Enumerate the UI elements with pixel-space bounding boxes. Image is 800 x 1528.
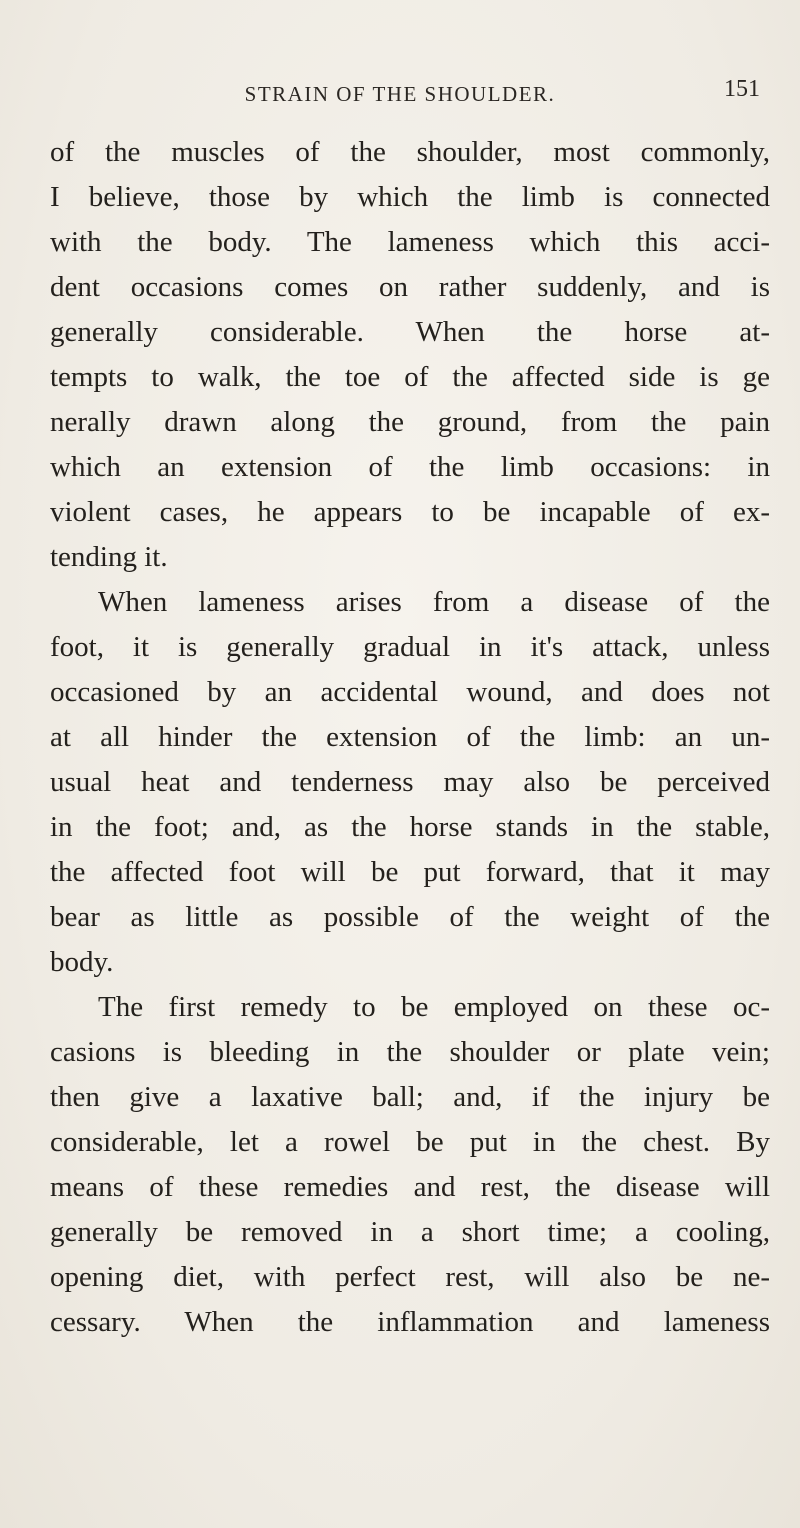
text-line: violent cases, he appears to be incapable of ex- [50,496,770,528]
text-line: the affected foot will be put forward, that it may [50,856,770,888]
text-line: means of these remedies and rest, the disease will [50,1171,770,1203]
text-line: usual heat and tenderness may also be perceived [50,766,770,798]
paragraph-end-line: tending it. [50,541,168,573]
running-title: STRAIN OF THE SHOULDER. [244,82,556,106]
text-line: nerally drawn along the ground, from the pain [50,406,770,438]
text-line: which an extension of the limb occasions: in [50,451,770,483]
text-line: casions is bleeding in the shoulder or plate vein; [50,1036,770,1068]
paragraph-start-line: The first remedy to be employed on these oc- [98,991,770,1023]
text-line: at all hinder the extension of the limb: an un- [50,721,770,753]
text-line: occasioned by an accidental wound, and does not [50,676,770,708]
paragraph-end-line: body. [50,946,114,978]
text-line: opening diet, with perfect rest, will also be ne- [50,1261,770,1293]
text-line: I believe, those by which the limb is connected [50,181,770,213]
text-line: generally considerable. When the horse at- [50,316,770,348]
text-line: with the body. The lameness which this acci- [50,226,770,258]
text-line: cessary. When the inflammation and lameness [50,1306,770,1338]
text-line: generally be removed in a short time; a cooling, [50,1216,770,1248]
paragraph-start-line: When lameness arises from a disease of the [98,586,770,618]
text-line: tempts to walk, the toe of the affected side is ge [50,361,770,393]
text-line: foot, it is generally gradual in it's attack, unless [50,631,770,663]
text-line: bear as little as possible of the weight of the [50,901,770,933]
page-number: 151 [724,76,760,102]
text-line: then give a laxative ball; and, if the injury be [50,1081,770,1113]
text-line: dent occasions comes on rather suddenly, and is [50,271,770,303]
text-line: of the muscles of the shoulder, most commonly, [50,136,770,168]
text-line: considerable, let a rowel be put in the chest. By [50,1126,770,1158]
text-line: in the foot; and, as the horse stands in the stable, [50,811,770,843]
